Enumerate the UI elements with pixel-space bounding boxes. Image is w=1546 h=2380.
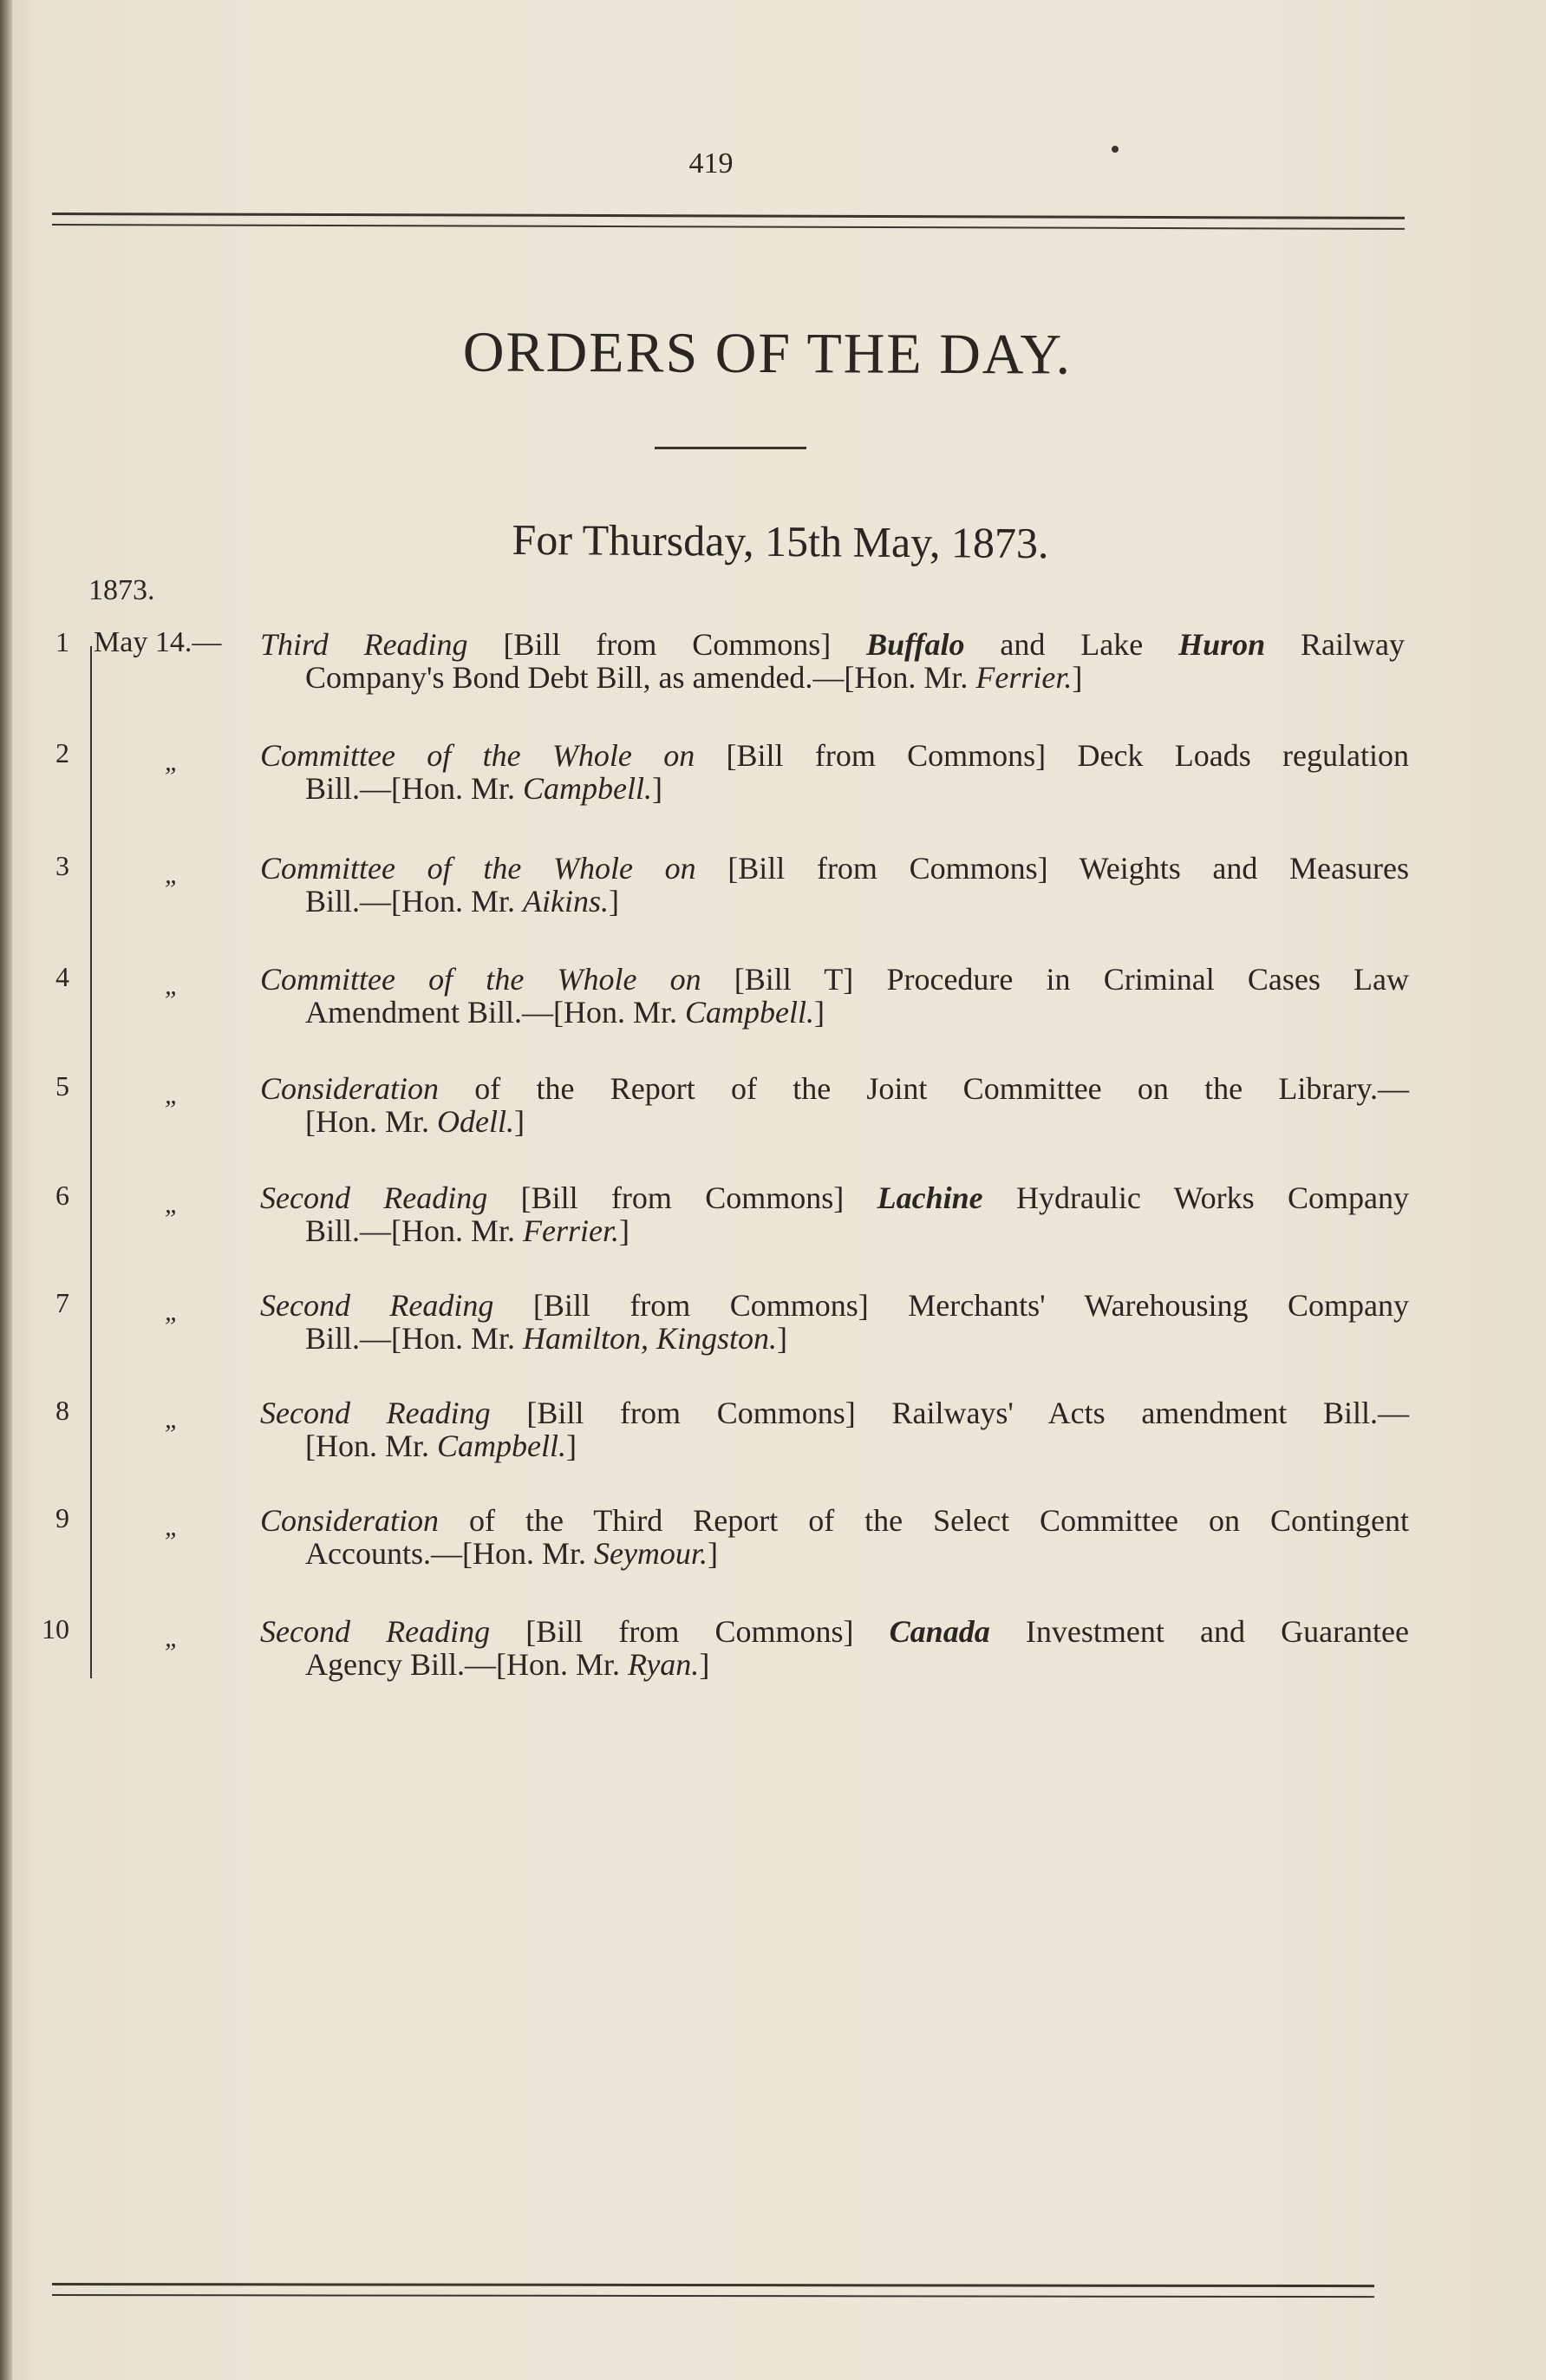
order-stage: Second Reading [260, 1180, 488, 1215]
order-sponsor: Ferrier. [975, 660, 1073, 695]
order-line-2 [305, 1320, 787, 1357]
order-item [0, 1070, 1546, 1174]
order-sponsor: Hamilton, Kingston. [523, 1321, 778, 1356]
order-line-1 [260, 626, 1405, 663]
order-text: Bill.—[Hon. Mr. [305, 771, 524, 806]
order-text: [Bill from Commons] [487, 1180, 877, 1215]
order-number: 6 [55, 1180, 69, 1211]
order-text: Bill.—[Hon. Mr. [305, 1213, 524, 1248]
order-text: Amendment Bill.—[Hon. Mr. [305, 995, 685, 1030]
order-text: [Hon. Mr. [305, 1104, 437, 1139]
order-line-2 [305, 1646, 709, 1683]
order-item [0, 1502, 1546, 1606]
order-stage: Second Reading [260, 1614, 491, 1649]
order-number: 7 [55, 1287, 69, 1318]
top-double-rule [52, 212, 1405, 230]
order-number: 3 [55, 850, 69, 881]
order-sponsor: Seymour. [593, 1536, 708, 1571]
order-text: ] [707, 1536, 718, 1571]
order-stage: Second Reading [260, 1396, 491, 1430]
order-text: [Bill from Commons] [490, 1614, 890, 1649]
order-bill-name: Huron [1178, 627, 1266, 662]
order-sponsor: Campbell. [437, 1429, 566, 1463]
ditto-mark: „ [165, 971, 179, 1000]
order-line-1 [260, 1070, 1409, 1107]
order-line-2 [305, 1213, 629, 1249]
order-text: [Bill from Commons] Railways' Acts amendment Bill.— [490, 1396, 1409, 1430]
page-subtitle: For Thursday, 15th May, 1873. [512, 514, 1049, 568]
order-text: ] [513, 1104, 525, 1139]
order-text: Bill.—[Hon. Mr. [305, 1321, 524, 1356]
order-text: Railway [1265, 627, 1405, 662]
order-text: ] [1072, 660, 1083, 695]
order-line-2 [305, 994, 825, 1030]
order-bill-name: Canada [889, 1614, 990, 1649]
order-sponsor: Aikins. [523, 884, 609, 919]
order-text: [Hon. Mr. [305, 1429, 437, 1463]
order-number: 5 [55, 1070, 69, 1102]
ink-dot [1112, 146, 1119, 153]
order-text: ] [566, 1429, 577, 1463]
order-line-2 [305, 1103, 525, 1140]
title-rule [655, 447, 806, 449]
order-item [0, 1180, 1546, 1284]
order-line-1 [260, 961, 1409, 997]
order-item [0, 1395, 1546, 1499]
order-sponsor: Campbell. [523, 771, 653, 806]
page-number: 419 [688, 147, 734, 180]
ditto-mark: „ [165, 1081, 179, 1109]
ditto-mark: „ [165, 1624, 179, 1652]
order-line-2 [305, 1535, 718, 1572]
order-bill-name: Lachine [877, 1180, 983, 1215]
order-number: 10 [42, 1613, 69, 1644]
order-item [0, 1287, 1546, 1391]
order-text: [Bill from Commons] [467, 627, 867, 662]
ditto-mark: „ [165, 1190, 179, 1219]
order-text: [Bill T] Procedure in Criminal Cases Law [701, 962, 1410, 997]
order-number: 2 [55, 737, 69, 768]
order-text: [Bill from Commons] Deck Loads regulation [695, 738, 1409, 773]
order-text: ] [619, 1213, 630, 1248]
ditto-mark: „ [165, 1513, 179, 1541]
order-text: ] [609, 884, 619, 919]
ditto-mark: „ [165, 748, 179, 776]
order-text: Accounts.—[Hon. Mr. [305, 1536, 594, 1571]
ditto-mark: „ [165, 860, 179, 889]
order-line-1 [260, 1287, 1409, 1324]
order-stage: Third Reading [260, 627, 468, 662]
order-text: ] [813, 995, 825, 1030]
order-number: 4 [55, 961, 69, 992]
order-text: of the Third Report of the Select Committee on Contingent [439, 1503, 1409, 1538]
order-text: ] [652, 771, 663, 806]
order-text: [Bill from Commons] Weights and Measures [695, 851, 1409, 886]
order-text: Bill.—[Hon. Mr. [305, 884, 524, 919]
order-item [0, 737, 1546, 841]
order-number: 8 [55, 1395, 69, 1426]
order-line-1 [260, 1180, 1409, 1216]
order-sponsor: Odell. [437, 1104, 514, 1139]
order-line-1 [260, 737, 1409, 774]
order-item [0, 1613, 1546, 1717]
order-date: May 14.— [94, 626, 222, 658]
order-stage: Second Reading [260, 1288, 494, 1323]
order-line-2 [305, 1428, 577, 1464]
year-label: 1873. [88, 574, 155, 606]
order-text: [Bill from Commons] Merchants' Warehousing Company [493, 1288, 1409, 1323]
order-item [0, 850, 1546, 954]
order-stage: Committee of the Whole on [260, 962, 701, 997]
order-number: 1 [55, 626, 69, 657]
order-stage: Committee of the Whole on [260, 851, 696, 886]
order-text: and Lake [964, 627, 1179, 662]
order-stage: Committee of the Whole on [260, 738, 695, 773]
order-line-2 [305, 659, 1082, 696]
ditto-mark: „ [165, 1405, 179, 1434]
order-line-1 [260, 1395, 1409, 1431]
order-sponsor: Ryan. [627, 1647, 700, 1682]
page-title: ORDERS OF THE DAY. [462, 320, 1073, 387]
order-text: ] [699, 1647, 710, 1682]
order-line-2 [305, 883, 619, 919]
order-line-1 [260, 1502, 1409, 1539]
order-text: of the Report of the Joint Committee on the Library.— [439, 1071, 1409, 1106]
order-sponsor: Campbell. [684, 995, 814, 1030]
ditto-mark: „ [165, 1298, 179, 1326]
order-line-1 [260, 850, 1409, 886]
order-text: Agency Bill.—[Hon. Mr. [305, 1647, 628, 1682]
order-text: Hydraulic Works Company [982, 1180, 1409, 1215]
order-sponsor: Ferrier. [523, 1213, 620, 1248]
bottom-double-rule [52, 2283, 1374, 2298]
order-text: Company's Bond Debt Bill, as amended.—[Hon. Mr. [305, 660, 976, 695]
order-number: 9 [55, 1502, 69, 1533]
order-stage: Consideration [260, 1503, 440, 1538]
order-line-1 [260, 1613, 1409, 1650]
order-line-2 [305, 770, 662, 807]
order-text: Investment and Guarantee [989, 1614, 1409, 1649]
order-stage: Consideration [260, 1071, 440, 1106]
order-text: ] [777, 1321, 788, 1356]
order-item [0, 626, 1546, 730]
order-bill-name: Buffalo [866, 627, 965, 662]
order-item [0, 961, 1546, 1065]
